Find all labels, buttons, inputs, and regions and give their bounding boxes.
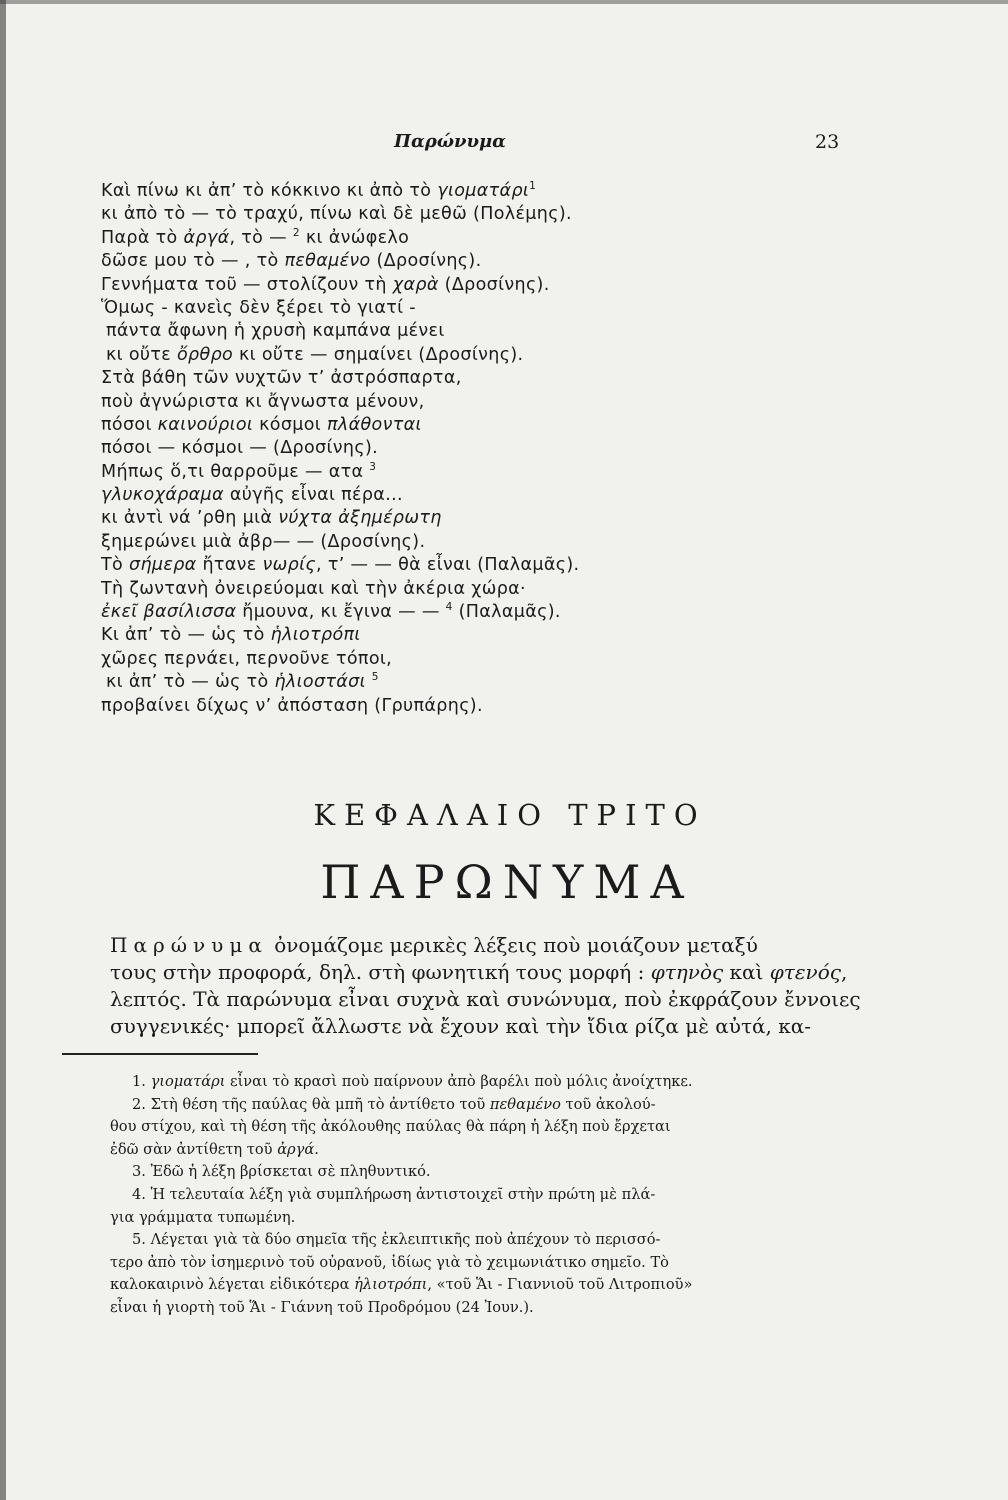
text-run: τερο ἀπὸ τὸν ἰσημερινὸ τοῦ οὐρανοῦ, ἰδίως γιὰ τὸ χειμωνιάτικο σημεῖο. Τὸ: [110, 1253, 669, 1271]
text-run: για γράμματα τυπωμένη.: [110, 1208, 296, 1226]
footnote-line: [110, 1139, 846, 1162]
body-line: [110, 932, 846, 959]
poem-line: [101, 320, 861, 343]
italic-text: ἀργά: [183, 227, 230, 248]
text-run: 3. Ἐδῶ ἡ λέξη βρίσκεται σὲ πληθυντικό.: [132, 1163, 431, 1181]
text-run: Γεννήματα τοῦ — στολίζουν τὴ: [101, 274, 393, 295]
italic-text: καινούριοι: [157, 414, 254, 435]
body-line: [110, 986, 861, 1013]
body-line: [110, 1013, 846, 1040]
page-number: 23: [815, 131, 840, 153]
poem-line: [101, 624, 861, 647]
text-run: 1.: [132, 1073, 151, 1090]
poem-line: [101, 250, 861, 273]
footnote-line: [110, 1252, 846, 1275]
poem-line: [101, 531, 861, 554]
italic-text: νύχτα ἀξημέρωτη: [278, 508, 442, 529]
italic-text: πλάθονται: [327, 414, 422, 435]
text-run: κι οὔτε — σημαίνει (Δροσίνης).: [233, 344, 524, 365]
footnote-marker: 4: [445, 601, 453, 614]
italic-text: γιοματάρι: [150, 1073, 226, 1090]
footnote-line: [110, 1207, 846, 1230]
text-run: (Δροσίνης).: [370, 251, 482, 272]
poem-line: [101, 274, 861, 297]
text-run: κόσμοι: [253, 414, 327, 435]
footnote-line: [110, 1094, 846, 1117]
poem-line: [101, 648, 861, 671]
footnote-line: [110, 1274, 846, 1297]
italic-text: ἡλιοστάσι: [274, 672, 366, 693]
text-run: Ὅμως - κανεὶς δὲν ξέρει τὸ γιατί -: [101, 297, 416, 318]
text-run: πάντα ἄφωνη ἡ χρυσὴ καμπάνα μένει: [106, 321, 445, 342]
poem-line: [101, 437, 861, 460]
text-run: (Δροσίνης).: [438, 274, 550, 295]
poem-line: [101, 227, 861, 250]
text-run: ἤμουνα, κι ἔγινα — —: [236, 602, 446, 623]
text-run: κι οὔτε: [106, 344, 177, 365]
poem-line: [101, 601, 861, 624]
text-run: κι ἀπὸ τὸ — τὸ τραχύ, πίνω καὶ δὲ μεθῶ (Πολέμης).: [101, 204, 572, 225]
italic-text: ὄρθρο: [177, 344, 234, 365]
footnote-line: [110, 1229, 846, 1252]
italic-text: πεθαμένο: [489, 1095, 561, 1113]
text-run: λεπτός. Τὰ παρώνυμα εἶναι συχνὰ καὶ συνώνυμα, ποὺ ἐκφράζουν ἔννοιες: [110, 987, 861, 1011]
poem-line: [101, 367, 861, 390]
poem-line: [101, 484, 861, 507]
italic-text: σήμερα: [129, 555, 197, 576]
poem-line: [101, 695, 861, 718]
text-run: εἶναι τὸ κρασὶ ποὺ παίρνουν ἀπὸ βαρέλι ποὺ μόλις ἀνοίχτηκε.: [225, 1073, 693, 1090]
text-run: Μήπως ὅ,τι θαρροῦμε — ατα: [101, 461, 370, 482]
italic-text: φτενός: [769, 960, 841, 984]
text-run: 5. Λέγεται γιὰ τὰ δύο σημεῖα τῆς ἐκλειπτικῆς ποὺ ἀπέχουν τὸ περισσό-: [132, 1231, 661, 1249]
poem-line: [101, 461, 861, 484]
poem-line: [101, 203, 861, 226]
footnotes-block: [110, 1071, 846, 1320]
italic-text: γλυκοχάραμα: [101, 485, 224, 506]
text-run: Καὶ πίνω κι ἀπ’ τὸ κόκκινο κι ἀπὸ τὸ: [101, 181, 438, 201]
text-run: ὀνομάζομε μερικὲς λέξεις ποὺ μοιάζουν μεταξύ: [267, 933, 758, 957]
italic-text: πεθαμένο: [284, 251, 371, 272]
text-run: ξημερώνει μιὰ ἀβρ— — (Δροσίνης).: [101, 531, 426, 552]
text-run: Τὸ: [101, 555, 130, 576]
page-edge-shadow: [0, 0, 6, 1500]
text-run: ποὺ ἀγνώριστα κι ἄγνωστα μένουν,: [101, 391, 425, 412]
poem-line: [101, 554, 861, 577]
italic-text: νωρίς: [262, 555, 317, 576]
text-run: (Παλαμᾶς).: [452, 602, 561, 623]
text-run: Παρὰ τὸ: [101, 227, 184, 248]
text-run: Παρώνυμα: [110, 933, 268, 957]
running-head: [0, 131, 1008, 155]
text-run: Τὴ ζωντανὴ ὀνειρεύομαι καὶ τὴν ἀκέρια χώρα·: [101, 578, 526, 599]
text-run: πόσοι: [101, 414, 158, 435]
text-run: χῶρες περνάει, περνοῦνε τόποι,: [101, 648, 393, 669]
text-run: εἶναι ἡ γιορτὴ τοῦ Ἅι - Γιάννη τοῦ Προδρόμου (24 Ἰουν.).: [110, 1298, 534, 1316]
poem-line: [101, 414, 861, 437]
text-run: τοῦ ἀκολού-: [560, 1095, 656, 1113]
text-run: Στὰ βάθη τῶν νυχτῶν τ’ ἀστρόσπαρτα,: [101, 368, 462, 389]
poem-block: [101, 180, 861, 718]
poem-line: [101, 507, 861, 530]
italic-text: ἐκεῖ βασίλισσα: [101, 602, 237, 623]
text-run: ἐδῶ σὰν ἀντίθετη τοῦ: [110, 1140, 278, 1158]
footnote-rule: [62, 1053, 258, 1055]
footnote-line: [110, 1161, 846, 1184]
footnote-marker: 1: [529, 180, 537, 193]
footnote-marker: 3: [369, 460, 377, 473]
running-title: Παρώνυμα: [394, 131, 506, 152]
footnote-marker: 5: [371, 671, 379, 684]
text-run: αὐγῆς εἶναι πέρα...: [223, 485, 403, 506]
text-run: κι ἀπ’ τὸ — ὡς τὸ: [106, 672, 275, 693]
text-run: κι ἀντὶ νά ’ρθη μιὰ: [101, 508, 279, 529]
text-run: θου στίχου, καὶ τὴ θέση τῆς ἀκόλουθης παύλας θὰ πάρη ἡ λέξη ποὺ ἔρχεται: [110, 1118, 671, 1136]
text-run: πόσοι — κόσμοι — (Δροσίνης).: [101, 438, 379, 459]
footnote-line: [110, 1297, 846, 1320]
body-line: [110, 959, 846, 986]
body-paragraph: [110, 932, 861, 1040]
text-run: προβαίνει δίχως ν’ ἀπόσταση (Γρυπάρης).: [101, 695, 483, 716]
italic-text: ἀργά: [277, 1140, 315, 1158]
page-top-shadow: [0, 0, 1008, 4]
text-run: Κι ἀπ’ τὸ — ὡς τὸ: [101, 625, 271, 646]
poem-line: [101, 344, 861, 367]
text-run: .: [314, 1140, 319, 1158]
text-run: ἤτανε: [196, 555, 263, 576]
italic-text: ἡλιοτρόπι: [354, 1276, 428, 1294]
text-run: συγγενικές· μπορεῖ ἄλλωστε νὰ ἔχουν καὶ τὴν ἴδια ρίζα μὲ αὐτά, κα-: [110, 1014, 812, 1038]
poem-line: [101, 391, 861, 414]
chapter-title: ΠΑΡΩΝΥΜΑ: [320, 855, 694, 909]
footnote-line: [110, 1184, 846, 1207]
text-run: 4. Ἡ τελευταία λέξη γιὰ συμπλήρωση ἀντιστοιχεῖ στὴν πρώτη μὲ πλά-: [132, 1185, 656, 1203]
text-run: δῶσε μου τὸ — , τὸ: [101, 251, 285, 272]
footnote-line: [110, 1116, 846, 1139]
text-run: 2. Στὴ θέση τῆς παύλας θὰ μπῆ τὸ ἀντίθετο τοῦ: [132, 1095, 490, 1113]
text-run: τους στὴν προφορά, δηλ. στὴ φωνητική τους μορφή :: [110, 960, 651, 984]
italic-text: χαρὰ: [392, 274, 439, 295]
text-run: , «τοῦ Ἅι - Γιαννιοῦ τοῦ Λιτροπιοῦ»: [427, 1276, 693, 1294]
text-run: καλοκαιρινὸ λέγεται εἰδικότερα: [110, 1276, 355, 1294]
italic-text: ἡλιοτρόπι: [270, 625, 361, 646]
text-run: ,: [840, 960, 848, 984]
poem-line: [101, 297, 861, 320]
poem-line: [101, 671, 861, 694]
text-run: , τ’ — — θὰ εἶναι (Παλαμᾶς).: [316, 555, 580, 576]
poem-line: [101, 180, 861, 203]
footnote-marker: 2: [292, 226, 300, 239]
footnote-line: [110, 1071, 846, 1094]
poem-line: [101, 578, 861, 601]
italic-text: φτηνὸς: [650, 960, 724, 984]
chapter-heading: ΚΕΦΑΛΑΙΟ ΤΡΙΤΟ: [313, 798, 707, 832]
text-run: , τὸ —: [229, 227, 293, 248]
italic-text: γιοματάρι: [437, 181, 530, 201]
text-run: καὶ: [723, 960, 770, 984]
text-run: κι ἀνώφελο: [299, 227, 410, 248]
